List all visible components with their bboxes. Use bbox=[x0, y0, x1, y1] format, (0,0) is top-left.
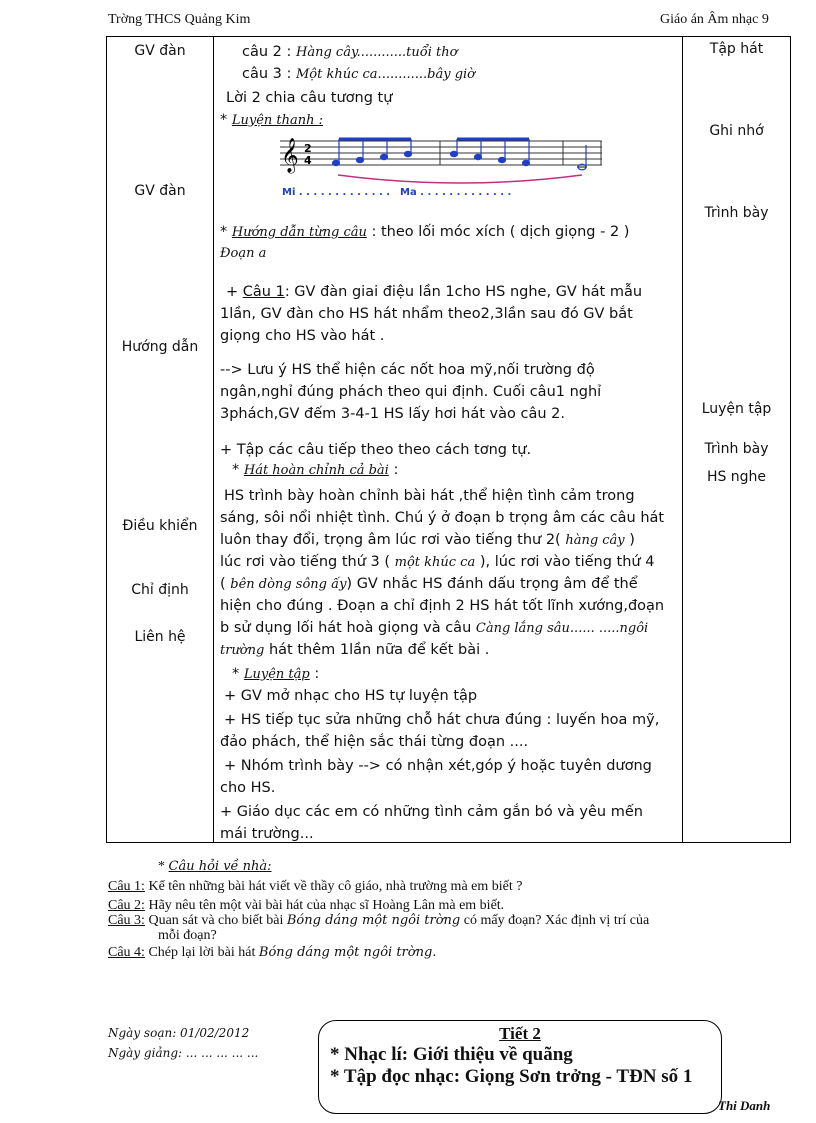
ngay-giang: Ngày giảng: ... ... ... ... ... bbox=[108, 1046, 259, 1060]
hs-line-3 bbox=[220, 529, 635, 552]
time-sig-top: 2 bbox=[304, 142, 312, 155]
left-label-chi-dinh: Chỉ định bbox=[131, 582, 189, 598]
q3-text-b: có mấy đoạn? Xác định vị trí của bbox=[460, 913, 650, 928]
cau1-line-1 bbox=[226, 281, 642, 303]
luu-y-line-2: ngân,nghỉ đúng phách theo qui định. Cuối câu1 nghỉ bbox=[220, 384, 602, 400]
hs-7-it: Càng lắng sâu...... .....ngôi bbox=[475, 621, 649, 636]
cau3-text: Một khúc ca............bây giờ bbox=[296, 67, 476, 82]
signature: Thi Danh bbox=[718, 1098, 771, 1113]
cau1-label: Câu 1 bbox=[242, 284, 285, 300]
question-1 bbox=[108, 880, 522, 894]
cau1-text-1: : GV đàn giai điệu lần 1cho HS nghe, GV hát mẫu bbox=[284, 284, 643, 300]
left-label-dieu-khien: Điều khiển bbox=[122, 518, 198, 534]
left-label-huong-dan: Hướng dẫn bbox=[121, 339, 199, 355]
luyen-tap-line bbox=[232, 663, 319, 686]
left-label-gv-dan-2: GV đàn bbox=[134, 183, 186, 199]
staff-mi: Mi . . . . . . . . . . . . . bbox=[282, 187, 391, 198]
hs-4-it: một khúc ca bbox=[394, 555, 476, 570]
luyen-thanh-title: Luyện thanh : bbox=[231, 113, 324, 128]
hat-star: * bbox=[232, 462, 244, 478]
hs-3-end: ) bbox=[624, 532, 635, 548]
header-school: Trờng THCS Quảng Kim bbox=[108, 12, 251, 27]
luyen-thanh-line bbox=[220, 109, 323, 132]
hs-4-end: ), lúc rơi vào tiếng thứ 4 bbox=[475, 554, 655, 570]
luu-y-line-3: 3phách,GV đếm 3-4-1 HS lấy hơi hát vào câu 2. bbox=[220, 406, 565, 422]
ngay-soan: Ngày soạn: 01/02/2012 bbox=[108, 1026, 250, 1040]
lt-line-6: + Giáo dục các em có những tình cảm gắn bó và yêu mến bbox=[220, 804, 643, 820]
header-subject: Giáo án Âm nhạc 9 bbox=[660, 12, 769, 27]
right-label-hs-nghe: HS nghe bbox=[706, 469, 767, 485]
lt-line-4: + Nhóm trình bày --> có nhận xét,góp ý hoặc tuyên dương bbox=[224, 758, 652, 774]
slur-icon bbox=[338, 175, 582, 183]
lt-star: * bbox=[232, 666, 244, 682]
luyen-thanh-star: * bbox=[220, 112, 232, 128]
loi-2-line: Lời 2 chia câu tương tự bbox=[226, 90, 393, 106]
q1-label: Câu 1: bbox=[108, 879, 145, 894]
hs-line-7 bbox=[220, 617, 648, 640]
q3-label: Câu 3: bbox=[108, 913, 145, 928]
hs-line-5 bbox=[220, 573, 638, 596]
q1-text: Kể tên những bài hát viết về thầy cô giáo, nhà trường mà em biết ? bbox=[144, 879, 523, 894]
time-sig-bottom: 4 bbox=[304, 154, 312, 167]
lt-line-7: mái trường... bbox=[220, 826, 314, 842]
question-3-cont: mỗi đoạn? bbox=[158, 928, 217, 943]
left-column bbox=[107, 37, 214, 843]
lt-line-3: đảo phách, thể hiện sắc thái từng đoạn .... bbox=[220, 734, 529, 750]
luu-y-line-1: --> Lưu ý HS thể hiện các nốt hoa mỹ,nối trường độ bbox=[220, 362, 595, 378]
q4-label: Câu 4: bbox=[108, 945, 145, 960]
question-2 bbox=[108, 899, 504, 913]
q3-text-a: Quan sát và cho biết bài bbox=[144, 913, 287, 928]
homework-star: * bbox=[158, 859, 169, 874]
hs-3-it: hàng cây bbox=[565, 533, 625, 548]
hs-line-4 bbox=[220, 551, 654, 574]
right-label-trinh-bay-2: Trình bày bbox=[704, 441, 769, 457]
q4-italic: Bóng dáng một ngôi trờng. bbox=[258, 945, 437, 960]
hs-3: luôn thay đổi, trọng âm lúc rơi vào tiếng thư 2( bbox=[220, 532, 566, 548]
left-label-gv-dan: GV đàn bbox=[134, 43, 186, 59]
cau1-line-2: 1lần, GV đàn cho HS hát nhẩm theo2,3lần sau đó GV bắt bbox=[220, 306, 633, 322]
lt-line-1: + GV mở nhạc cho HS tự luyện tập bbox=[224, 688, 478, 704]
hd-rest: : theo lối móc xích ( dịch giọng - 2 ) bbox=[366, 224, 630, 240]
homework-title bbox=[158, 860, 272, 874]
hd-title: Hướng dẫn từng câu bbox=[231, 225, 367, 240]
hs-5-end: ) GV nhắc HS đánh dấu trọng âm để thể bbox=[346, 576, 638, 592]
hs-8-end: hát thêm 1lần nữa để kết bài . bbox=[264, 642, 490, 658]
doan-a-line: Đoạn a bbox=[220, 246, 267, 261]
music-staff bbox=[280, 133, 610, 201]
huong-dan-line bbox=[220, 221, 629, 244]
content-column bbox=[214, 37, 683, 843]
right-column bbox=[683, 37, 791, 843]
cau1-plus: + bbox=[226, 284, 243, 300]
right-label-ghi-nho: Ghi nhớ bbox=[709, 123, 764, 139]
hs-line-8 bbox=[220, 639, 489, 662]
hs-5-start: ( bbox=[220, 576, 231, 592]
q2-label: Câu 2: bbox=[108, 898, 145, 913]
q4-text: Chép lại lời bài hát bbox=[144, 945, 259, 960]
homework-title-text: Câu hỏi về nhà: bbox=[168, 859, 272, 874]
question-4 bbox=[108, 946, 436, 960]
cau3-prefix: câu 3 : bbox=[242, 66, 296, 82]
right-label-tap-hat: Tập hát bbox=[709, 41, 764, 57]
hs-5-it: bên dòng sông ấy bbox=[230, 577, 347, 592]
lt-line-5: cho HS. bbox=[220, 780, 276, 796]
cau2-prefix: câu 2 : bbox=[242, 44, 296, 60]
lesson-table bbox=[106, 36, 791, 843]
lt-title: Luyện tập bbox=[243, 667, 310, 682]
cau1-line-3: giọng cho HS vào hát . bbox=[220, 328, 385, 344]
staff-ma: Ma . . . . . . . . . . . . . bbox=[400, 187, 512, 198]
nhac-li-line: * Nhạc lí: Giới thiệu về quãng bbox=[330, 1044, 573, 1065]
right-label-luyen-tap: Luyện tập bbox=[701, 401, 772, 417]
cau2-line bbox=[242, 41, 457, 64]
hs-8-it: trường bbox=[220, 643, 265, 658]
tdn-line: * Tập đọc nhạc: Giọng Sơn trởng - TĐN số 1 bbox=[330, 1066, 693, 1087]
cau3-line bbox=[242, 63, 475, 86]
hat-title: Hát hoàn chỉnh cả bài bbox=[243, 463, 389, 478]
hat-line bbox=[232, 459, 398, 482]
left-label-lien-he: Liên hệ bbox=[134, 629, 186, 645]
hd-star: * bbox=[220, 224, 232, 240]
treble-clef-icon: 𝄞 bbox=[281, 138, 299, 173]
question-3 bbox=[108, 914, 649, 928]
hs-line-6: hiện cho đúng . Đoạn a chỉ định 2 HS hát tốt lĩnh xướng,đoạn bbox=[220, 598, 665, 614]
lt-colon: : bbox=[309, 666, 320, 682]
tap-cac-line: + Tập các câu tiếp theo theo cách tơng tự. bbox=[220, 442, 532, 458]
hat-colon: : bbox=[388, 462, 399, 478]
right-label-trinh-bay: Trình bày bbox=[704, 205, 769, 221]
lt-line-2: + HS tiếp tục sửa những chỗ hát chưa đúng : luyến hoa mỹ, bbox=[224, 712, 660, 728]
hs-7-start: b sử dụng lối hát hoà giọng và câu bbox=[220, 620, 476, 636]
tiet-title: Tiết 2 bbox=[499, 1024, 541, 1043]
hs-4: lúc rơi vào tiếng thứ 3 ( bbox=[220, 554, 395, 570]
cau2-text: Hàng cây............tuổi thơ bbox=[296, 45, 458, 60]
q3-italic: Bóng dáng một ngôi trờng bbox=[286, 913, 461, 928]
hs-line-1: HS trình bày hoàn chỉnh bài hát ,thể hiện tình cảm trong bbox=[224, 488, 635, 504]
hs-line-2: sáng, sôi nổi nhiệt tình. Chú ý ở đoạn b trọng âm các câu hát bbox=[220, 510, 665, 526]
q2-text: Hãy nêu tên một vài bài hát của nhạc sĩ Hoàng Lân mà em biết. bbox=[144, 898, 505, 913]
